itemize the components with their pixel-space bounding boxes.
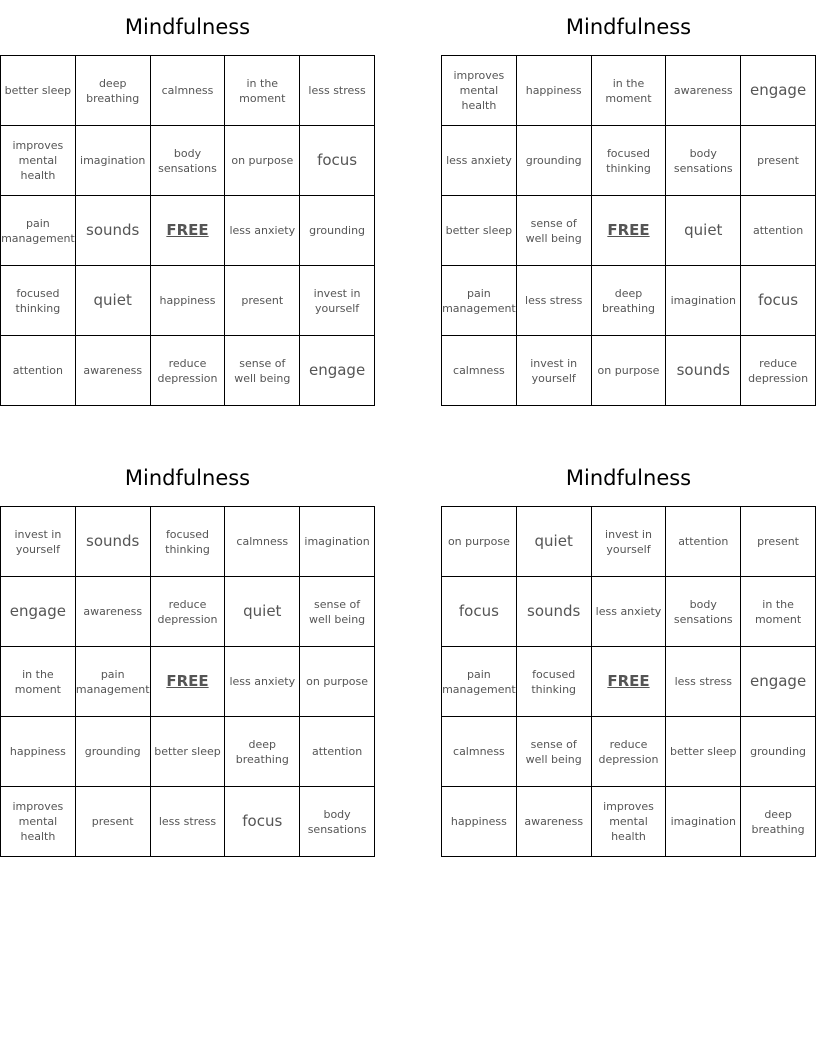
card-title: Mindfulness: [565, 466, 692, 490]
free-space-cell: FREE: [151, 647, 226, 717]
bingo-cell: on purpose: [442, 507, 517, 577]
bingo-cell: body sensations: [666, 577, 741, 647]
bingo-cell: on purpose: [300, 647, 375, 717]
bingo-cell: less stress: [666, 647, 741, 717]
bingo-cell: improves mental health: [1, 126, 76, 196]
bingo-cell: grounding: [741, 717, 816, 787]
bingo-cell: calmness: [151, 56, 226, 126]
bingo-cell: sense of well being: [517, 196, 592, 266]
bingo-cell: deep breathing: [741, 787, 816, 857]
bingo-card-1: [0, 0, 375, 406]
bingo-card-4: [441, 451, 816, 857]
bingo-cell: calmness: [442, 336, 517, 406]
bingo-cell: focused thinking: [517, 647, 592, 717]
bingo-cell: invest in yourself: [517, 336, 592, 406]
bingo-cell: focus: [741, 266, 816, 336]
bingo-cell: less stress: [517, 266, 592, 336]
bingo-cell: attention: [300, 717, 375, 787]
bingo-cell: attention: [666, 507, 741, 577]
bingo-cell: present: [741, 126, 816, 196]
bingo-cell: awareness: [76, 577, 151, 647]
bingo-cell: body sensations: [151, 126, 226, 196]
bingo-cell: improves mental health: [442, 56, 517, 126]
bingo-cell: sounds: [76, 507, 151, 577]
bingo-cell: sounds: [517, 577, 592, 647]
bingo-cell: invest in yourself: [592, 507, 667, 577]
bingo-cell: awareness: [76, 336, 151, 406]
bingo-cell: present: [741, 507, 816, 577]
bingo-cell: on purpose: [592, 336, 667, 406]
bingo-cell: in the moment: [1, 647, 76, 717]
bingo-cell: imagination: [666, 266, 741, 336]
bingo-cell: better sleep: [1, 56, 76, 126]
bingo-cell: engage: [1, 577, 76, 647]
bingo-cell: grounding: [76, 717, 151, 787]
bingo-cell: in the moment: [225, 56, 300, 126]
bingo-cell: less stress: [300, 56, 375, 126]
bingo-cell: less anxiety: [592, 577, 667, 647]
bingo-cell: engage: [300, 336, 375, 406]
bingo-cell: better sleep: [151, 717, 226, 787]
bingo-cell: deep breathing: [225, 717, 300, 787]
bingo-cell: in the moment: [741, 577, 816, 647]
bingo-cell: quiet: [517, 507, 592, 577]
bingo-cell: focused thinking: [1, 266, 76, 336]
bingo-cell: pain management: [442, 266, 517, 336]
bingo-cell: body sensations: [666, 126, 741, 196]
bingo-cell: less stress: [151, 787, 226, 857]
bingo-cell: pain management: [1, 196, 76, 266]
bingo-grid: [0, 506, 375, 857]
bingo-cell: happiness: [517, 56, 592, 126]
bingo-cell: attention: [1, 336, 76, 406]
bingo-cell: deep breathing: [76, 56, 151, 126]
bingo-cell: better sleep: [442, 196, 517, 266]
bingo-cell: sounds: [76, 196, 151, 266]
bingo-cell: engage: [741, 56, 816, 126]
free-space-cell: FREE: [151, 196, 226, 266]
bingo-cell: less anxiety: [225, 196, 300, 266]
bingo-cell: improves mental health: [1, 787, 76, 857]
bingo-card-3: [0, 451, 375, 857]
bingo-cell: pain management: [442, 647, 517, 717]
card-title: Mindfulness: [124, 15, 251, 39]
bingo-cell: focus: [225, 787, 300, 857]
bingo-cell: happiness: [1, 717, 76, 787]
bingo-cell: less anxiety: [442, 126, 517, 196]
bingo-cell: attention: [741, 196, 816, 266]
bingo-cell: improves mental health: [592, 787, 667, 857]
bingo-cell: in the moment: [592, 56, 667, 126]
bingo-cell: less anxiety: [225, 647, 300, 717]
bingo-cell: reduce depression: [592, 717, 667, 787]
bingo-cell: awareness: [666, 56, 741, 126]
bingo-cell: invest in yourself: [1, 507, 76, 577]
bingo-cell: body sensations: [300, 787, 375, 857]
bingo-cell: focus: [300, 126, 375, 196]
bingo-cell: awareness: [517, 787, 592, 857]
bingo-cell: calmness: [225, 507, 300, 577]
bingo-cell: deep breathing: [592, 266, 667, 336]
card-title: Mindfulness: [124, 466, 251, 490]
bingo-cell: present: [76, 787, 151, 857]
bingo-cell: engage: [741, 647, 816, 717]
free-space-cell: FREE: [592, 647, 667, 717]
bingo-grid: [441, 55, 816, 406]
bingo-cell: on purpose: [225, 126, 300, 196]
bingo-cell: sense of well being: [517, 717, 592, 787]
bingo-card-2: [441, 0, 816, 406]
bingo-cell: grounding: [517, 126, 592, 196]
bingo-cell: imagination: [76, 126, 151, 196]
bingo-cell: present: [225, 266, 300, 336]
bingo-cell: reduce depression: [741, 336, 816, 406]
bingo-cell: calmness: [442, 717, 517, 787]
bingo-cell: reduce depression: [151, 336, 226, 406]
bingo-cell: quiet: [76, 266, 151, 336]
bingo-cell: reduce depression: [151, 577, 226, 647]
bingo-cell: sense of well being: [225, 336, 300, 406]
bingo-cell: pain management: [76, 647, 151, 717]
bingo-cell: focused thinking: [151, 507, 226, 577]
bingo-cell: sounds: [666, 336, 741, 406]
bingo-cell: invest in yourself: [300, 266, 375, 336]
bingo-cell: quiet: [225, 577, 300, 647]
bingo-cell: quiet: [666, 196, 741, 266]
card-title: Mindfulness: [565, 15, 692, 39]
free-space-cell: FREE: [592, 196, 667, 266]
bingo-cell: happiness: [151, 266, 226, 336]
bingo-cell: imagination: [666, 787, 741, 857]
bingo-cell: happiness: [442, 787, 517, 857]
bingo-cell: sense of well being: [300, 577, 375, 647]
bingo-cell: imagination: [300, 507, 375, 577]
bingo-grid: [0, 55, 375, 406]
bingo-cell: better sleep: [666, 717, 741, 787]
bingo-cell: focus: [442, 577, 517, 647]
bingo-cell: focused thinking: [592, 126, 667, 196]
bingo-cell: grounding: [300, 196, 375, 266]
bingo-grid: [441, 506, 816, 857]
